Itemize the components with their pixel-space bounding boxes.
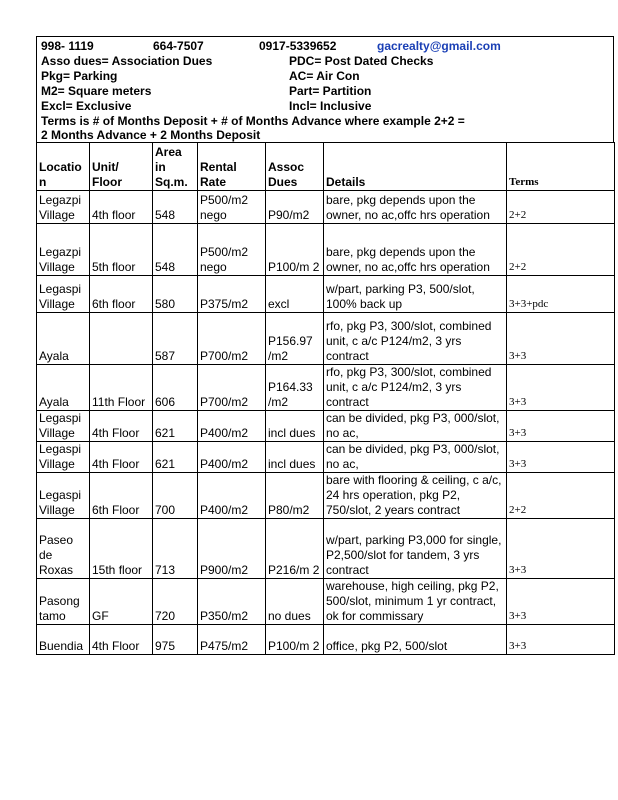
table-row <box>37 625 615 655</box>
cell-terms: 3+3 <box>507 442 615 473</box>
phone-3: 0917-5339652 <box>259 39 337 53</box>
cell-details: w/part, parking P3,000 for single, P2,500/slot for tandem, 3 yrs contract <box>324 519 507 579</box>
cell-location: Pasong tamo <box>37 579 90 625</box>
cell-details: can be divided, pkg P3, 000/slot, no ac, <box>324 411 507 442</box>
cell-location: Ayala <box>37 365 90 411</box>
cell-dues: P90/m2 <box>266 191 324 224</box>
table-row <box>37 276 615 313</box>
cell-details: w/part, parking P3, 500/slot, 100% back up <box>324 276 507 313</box>
col-floor: Unit/ Floor <box>90 143 153 191</box>
listing-sheet <box>36 36 614 655</box>
cell-area: 720 <box>153 579 198 625</box>
cell-floor: 4th Floor <box>90 442 153 473</box>
cell-rate: P700/m2 <box>198 313 266 365</box>
cell-area: 700 <box>153 473 198 519</box>
cell-terms: 3+3 <box>507 519 615 579</box>
cell-location: Paseo de Roxas <box>37 519 90 579</box>
cell-terms: 3+3+pdc <box>507 276 615 313</box>
cell-terms: 3+3 <box>507 625 615 655</box>
legend-row-4 <box>41 99 609 114</box>
cell-rate: P700/m2 <box>198 365 266 411</box>
cell-terms: 2+2 <box>507 191 615 224</box>
cell-rate: P400/m2 <box>198 411 266 442</box>
cell-area: 606 <box>153 365 198 411</box>
cell-area: 621 <box>153 442 198 473</box>
cell-floor: 6th floor <box>90 276 153 313</box>
table-body <box>37 191 615 655</box>
cell-area: 621 <box>153 411 198 442</box>
cell-dues: P100/m 2 <box>266 625 324 655</box>
legend-row-1 <box>41 54 609 69</box>
table-row <box>37 519 615 579</box>
cell-location: Legaspi Village <box>37 411 90 442</box>
cell-floor: 4th floor <box>90 191 153 224</box>
legend-excl: Excl= Exclusive <box>41 99 132 113</box>
legend-asso: Asso dues= Association Dues <box>41 54 213 68</box>
legend-row-3 <box>41 84 609 99</box>
cell-details: can be divided, pkg P3, 000/slot, no ac, <box>324 442 507 473</box>
legend-part: Part= Partition <box>289 84 372 98</box>
legend-ac: AC= Air Con <box>289 69 360 83</box>
table-row <box>37 365 615 411</box>
legend-row-2 <box>41 69 609 84</box>
cell-rate: P375/m2 <box>198 276 266 313</box>
col-terms: Terms <box>507 143 615 191</box>
legend-incl: Incl= Inclusive <box>289 99 372 113</box>
contact-row <box>41 39 609 54</box>
cell-area: 713 <box>153 519 198 579</box>
cell-rate: P500/m2 nego <box>198 224 266 276</box>
table-row <box>37 579 615 625</box>
cell-details: office, pkg P2, 500/slot <box>324 625 507 655</box>
cell-floor: 4th Floor <box>90 411 153 442</box>
cell-dues: excl <box>266 276 324 313</box>
table-row <box>37 224 615 276</box>
cell-dues: incl dues <box>266 442 324 473</box>
cell-details: rfo, pkg P3, 300/slot, combined unit, c a/c P124/m2, 3 yrs contract <box>324 313 507 365</box>
terms-note-2: 2 Months Advance + 2 Months Deposit <box>41 128 261 142</box>
cell-location: Buendia <box>37 625 90 655</box>
cell-location: Legaspi Village <box>37 442 90 473</box>
cell-floor: 15th floor <box>90 519 153 579</box>
cell-area: 548 <box>153 191 198 224</box>
cell-area: 975 <box>153 625 198 655</box>
legend-pdc: PDC= Post Dated Checks <box>289 54 434 68</box>
cell-terms: 2+2 <box>507 473 615 519</box>
col-details: Details <box>324 143 507 191</box>
cell-dues: incl dues <box>266 411 324 442</box>
cell-dues: P100/m 2 <box>266 224 324 276</box>
terms-note-1: Terms is # of Months Deposit + # of Months Advance where example 2+2 = <box>41 114 465 128</box>
table-header-row <box>37 143 615 191</box>
cell-area: 580 <box>153 276 198 313</box>
cell-floor: 6th Floor <box>90 473 153 519</box>
col-dues: Assoc Dues <box>266 143 324 191</box>
cell-rate: P350/m2 <box>198 579 266 625</box>
table-row <box>37 411 615 442</box>
cell-rate: P475/m2 <box>198 625 266 655</box>
header-block <box>36 36 614 142</box>
cell-details: warehouse, high ceiling, pkg P2, 500/slot, minimum 1 yr contract, ok for commissary <box>324 579 507 625</box>
cell-details: bare, pkg depends upon the owner, no ac,offc hrs operation <box>324 224 507 276</box>
cell-floor: 5th floor <box>90 224 153 276</box>
cell-area: 548 <box>153 224 198 276</box>
cell-terms: 2+2 <box>507 224 615 276</box>
table-row <box>37 442 615 473</box>
cell-rate: P900/m2 <box>198 519 266 579</box>
cell-terms: 3+3 <box>507 365 615 411</box>
phone-2: 664-7507 <box>153 39 204 53</box>
cell-details: bare with flooring & ceiling, c a/c, 24 hrs operation, pkg P2, 750/slot, 2 years contract <box>324 473 507 519</box>
cell-location: Ayala <box>37 313 90 365</box>
phone-1: 998- 1119 <box>41 39 94 53</box>
listings-table <box>36 142 615 655</box>
legend-pkg: Pkg= Parking <box>41 69 118 83</box>
cell-terms: 3+3 <box>507 411 615 442</box>
col-rate: Rental Rate <box>198 143 266 191</box>
table-row <box>37 473 615 519</box>
table-row <box>37 191 615 224</box>
cell-rate: P400/m2 <box>198 442 266 473</box>
cell-location: Legaspi Village <box>37 276 90 313</box>
cell-dues: P216/m 2 <box>266 519 324 579</box>
cell-rate: P500/m2 nego <box>198 191 266 224</box>
email-link[interactable]: gacrealty@gmail.com <box>377 39 501 53</box>
cell-dues: P164.33 /m2 <box>266 365 324 411</box>
cell-floor: 11th Floor <box>90 365 153 411</box>
cell-location: Legazpi Village <box>37 191 90 224</box>
col-area: Area in Sq.m. <box>153 143 198 191</box>
cell-details: rfo, pkg P3, 300/slot, combined unit, c a/c P124/m2, 3 yrs contract <box>324 365 507 411</box>
cell-details: bare, pkg depends upon the owner, no ac,offc hrs operation <box>324 191 507 224</box>
cell-dues: no dues <box>266 579 324 625</box>
table-row <box>37 313 615 365</box>
cell-terms: 3+3 <box>507 313 615 365</box>
cell-location: Legaspi Village <box>37 473 90 519</box>
cell-floor <box>90 313 153 365</box>
cell-terms: 3+3 <box>507 579 615 625</box>
cell-area: 587 <box>153 313 198 365</box>
cell-location: Legazpi Village <box>37 224 90 276</box>
cell-floor: 4th Floor <box>90 625 153 655</box>
cell-floor: GF <box>90 579 153 625</box>
cell-dues: P156.97 /m2 <box>266 313 324 365</box>
cell-rate: P400/m2 <box>198 473 266 519</box>
cell-dues: P80/m2 <box>266 473 324 519</box>
col-location: Locatio n <box>37 143 90 191</box>
legend-m2: M2= Square meters <box>41 84 152 98</box>
